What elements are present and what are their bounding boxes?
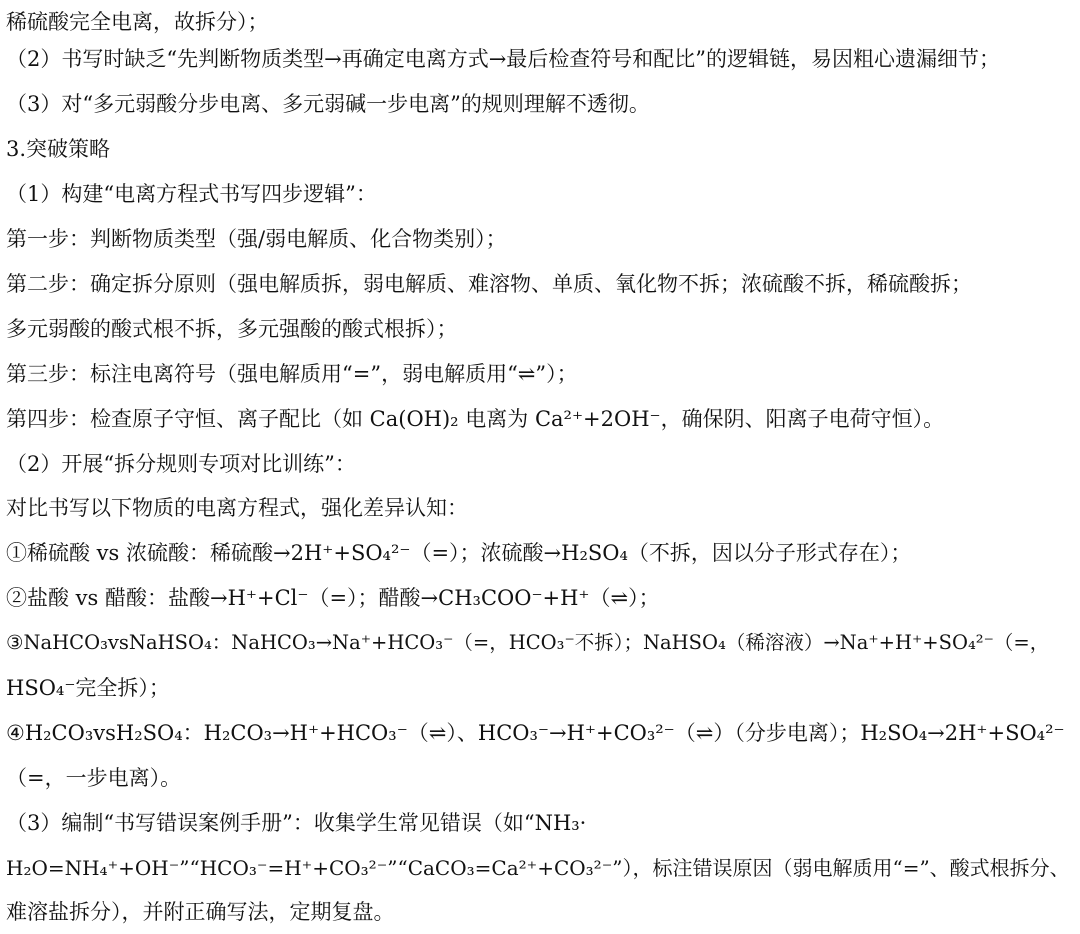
comparison-4-cont: （=，一步电离）。 xyxy=(6,766,182,790)
text-line-20: H₂O=NH₄⁺+OH⁻”“HCO₃⁻=H⁺+CO₃²⁻”“CaCO₃=Ca²⁺+CO₃²⁻”），标注错误原因（弱电解质用“=”、酸式根拆分、 xyxy=(6,856,1070,880)
step-two-cont: 多元弱酸的酸式根不拆，多元强酸的酸式根拆）； xyxy=(6,317,458,341)
text-line-3: （3）对“多元弱酸分步电离、多元弱碱一步电离”的规则理解不透彻。 xyxy=(6,92,650,116)
step-one: 第一步：判断物质类型（强/弱电解质、化合物类别）； xyxy=(6,227,507,251)
step-two: 第二步：确定拆分原则（强电解质拆，弱电解质、难溶物、单质、氧化物不拆；浓硫酸不拆，稀硫酸拆； xyxy=(6,272,972,296)
section-heading: 3.突破策略 xyxy=(6,137,111,161)
text-line-12: 对比书写以下物质的电离方程式，强化差异认知： xyxy=(6,496,468,520)
text-line-2: （2）书写时缺乏“先判断物质类型→再确定电离方式→最后检查符号和配比”的逻辑链，易因粗心遗漏细节； xyxy=(6,47,1001,71)
step-three: 第三步：标注电离符号（强电解质用“=”，弱电解质用“⇌”）； xyxy=(6,362,578,386)
text-line-21: 难溶盐拆分），并附正确写法，定期复盘。 xyxy=(6,900,395,924)
text-line-5: （1）构建“电离方程式书写四步逻辑”： xyxy=(6,182,377,206)
step-four: 第四步：检查原子守恒、离子配比（如 Ca(OH)₂ 电离为 Ca²⁺+2OH⁻，确保阴、阳离子电荷守恒）。 xyxy=(6,407,945,431)
comparison-3-cont: HSO₄⁻完全拆）； xyxy=(6,676,170,700)
text-line-11: （2）开展“拆分规则专项对比训练”： xyxy=(6,452,356,476)
comparison-1: ①稀硫酸 vs 浓硫酸：稀硫酸→2H⁺+SO₄²⁻（=）；浓硫酸→H₂SO₄（不拆，因以分子形式存在）； xyxy=(6,541,912,565)
comparison-3: ③NaHCO₃vsNaHSO₄：NaHCO₃→Na⁺+HCO₃⁻（=，HCO₃⁻不拆）；NaHSO₄（稀溶液）→Na⁺+H⁺+SO₄²⁻（=， xyxy=(6,631,1050,654)
comparison-2: ②盐酸 vs 醋酸：盐酸→H⁺+Cl⁻（=）；醋酸→CH₃COO⁻+H⁺（⇌）； xyxy=(6,586,660,610)
comparison-4: ④H₂CO₃vsH₂SO₄：H₂CO₃→H⁺+HCO₃⁻（⇌）、HCO₃⁻→H⁺+CO₃²⁻（⇌）（分步电离）；H₂SO₄→2H⁺+SO₄²⁻ xyxy=(6,721,1065,745)
text-line-1: 稀硫酸完全电离，故拆分）； xyxy=(6,10,269,34)
text-line-19: （3）编制“书写错误案例手册”：收集学生常见错误（如“NH₃· xyxy=(6,811,587,835)
